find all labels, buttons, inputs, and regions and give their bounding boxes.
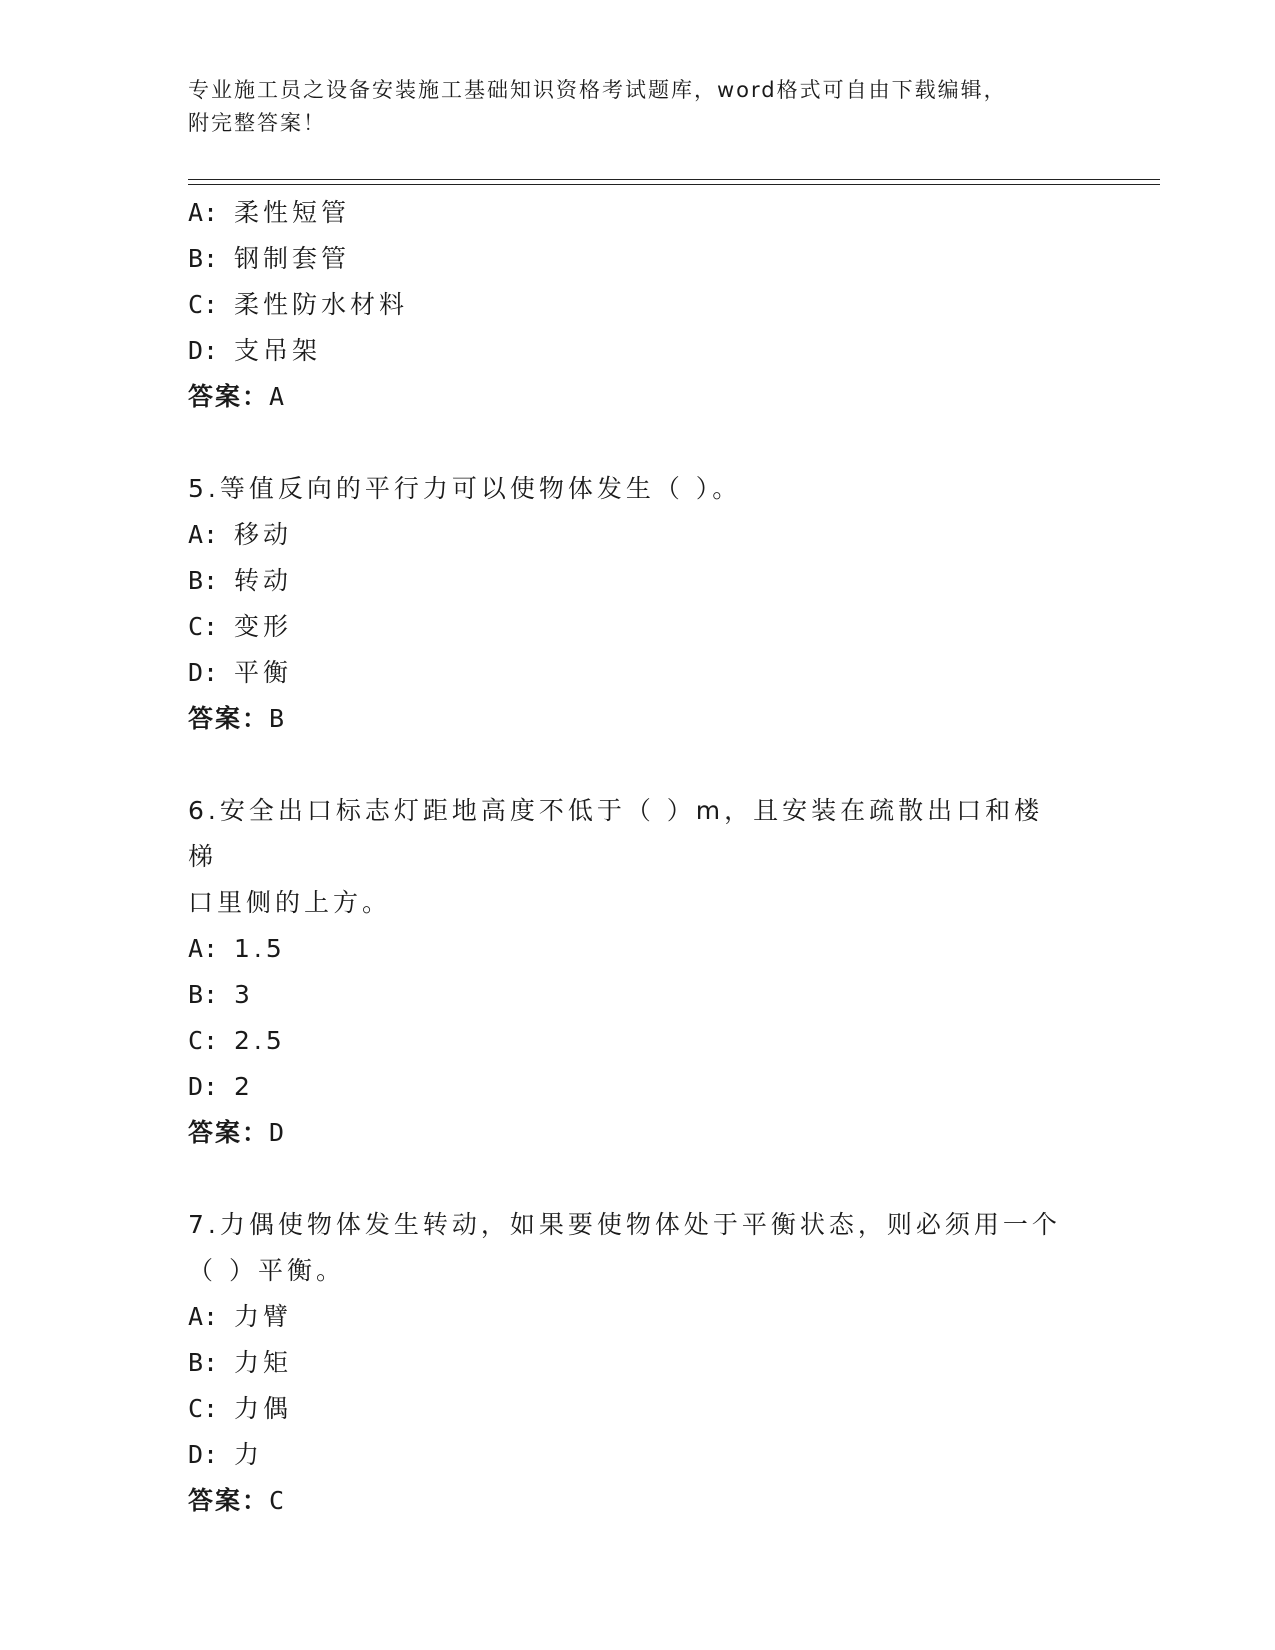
option-text: 柔性防水材料 (234, 290, 409, 319)
option-text: 2.5 (234, 1026, 286, 1055)
header-divider-top (188, 179, 1160, 180)
option-letter: D: (188, 1072, 219, 1101)
question-text (188, 788, 1068, 926)
option-text: 柔性短管 (234, 198, 351, 227)
option-letter: B: (188, 244, 219, 273)
option-letter: D: (188, 1440, 219, 1469)
option-text: 1.5 (234, 934, 286, 963)
option-b (188, 972, 1088, 1018)
option-a (188, 926, 1088, 972)
answer-label: 答案： (188, 1118, 270, 1147)
option-b (188, 558, 1088, 604)
option-text: 力矩 (234, 1348, 293, 1377)
answer-value: D (269, 1118, 287, 1147)
option-text: 2 (234, 1072, 254, 1101)
header-line-1: 专业施工员之设备安装施工基础知识资格考试题库，word格式可自由下载编辑， (188, 78, 1007, 102)
question-text-line-1: 7.力偶使物体发生转动，如果要使物体处于平衡状态，则必须用一个 (188, 1210, 1061, 1239)
answer-label: 答案： (188, 382, 270, 411)
option-letter: A: (188, 198, 219, 227)
option-letter: C: (188, 612, 219, 641)
option-c (188, 282, 1088, 328)
answer-label: 答案： (188, 704, 270, 733)
question-text-line-2: （ ）平衡。 (188, 1256, 345, 1285)
option-text: 力偶 (234, 1394, 293, 1423)
question-4-block (188, 190, 1088, 420)
option-letter: D: (188, 658, 219, 687)
document-header (188, 74, 1088, 140)
option-a (188, 190, 1088, 236)
option-d (188, 650, 1088, 696)
option-text: 平衡 (234, 658, 293, 687)
option-letter: D: (188, 336, 219, 365)
option-letter: A: (188, 934, 219, 963)
answer-value: C (269, 1486, 287, 1515)
option-c (188, 604, 1088, 650)
option-c (188, 1018, 1088, 1064)
question-6-block (188, 788, 1088, 1156)
question-7-block (188, 1202, 1088, 1524)
header-line-2: 附完整答案！ (188, 111, 326, 135)
option-letter: C: (188, 290, 219, 319)
option-a (188, 512, 1088, 558)
option-text: 钢制套管 (234, 244, 351, 273)
answer-label: 答案： (188, 1486, 270, 1515)
option-b (188, 1340, 1088, 1386)
question-5-block (188, 466, 1088, 742)
question-text-line-2: 口里侧的上方。 (188, 888, 392, 917)
answer-line (188, 696, 1088, 742)
option-c (188, 1386, 1088, 1432)
option-text: 力 (234, 1440, 264, 1469)
option-letter: C: (188, 1026, 219, 1055)
answer-line (188, 374, 1088, 420)
option-letter: C: (188, 1394, 219, 1423)
option-d (188, 1432, 1088, 1478)
option-letter: B: (188, 566, 219, 595)
option-b (188, 236, 1088, 282)
option-letter: A: (188, 520, 219, 549)
answer-value: A (269, 382, 287, 411)
answer-line (188, 1110, 1088, 1156)
header-divider-bottom (188, 184, 1160, 185)
option-a (188, 1294, 1088, 1340)
option-d (188, 1064, 1088, 1110)
option-text: 转动 (234, 566, 293, 595)
option-text: 3 (234, 980, 254, 1009)
document-body (188, 190, 1088, 1524)
option-text: 支吊架 (234, 336, 322, 365)
answer-value: B (269, 704, 287, 733)
option-text: 移动 (234, 520, 293, 549)
option-text: 力臂 (234, 1302, 293, 1331)
option-letter: B: (188, 1348, 219, 1377)
option-d (188, 328, 1088, 374)
option-letter: A: (188, 1302, 219, 1331)
question-text (188, 1202, 1068, 1294)
option-text: 变形 (234, 612, 293, 641)
option-letter: B: (188, 980, 219, 1009)
answer-line (188, 1478, 1088, 1524)
question-text: 5.等值反向的平行力可以使物体发生（ ）。 (188, 474, 742, 503)
question-text-line-1: 6.安全出口标志灯距地高度不低于（ ）m，且安装在疏散出口和楼梯 (188, 796, 1044, 871)
